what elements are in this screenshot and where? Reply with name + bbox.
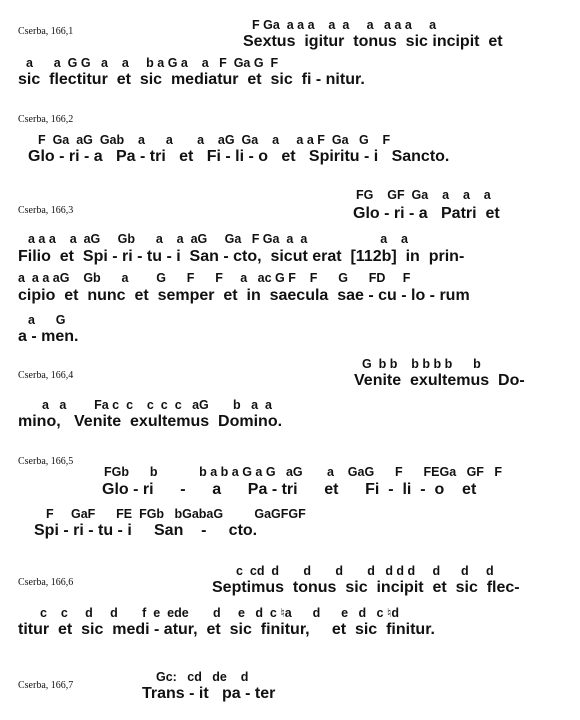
neume-line: F GaF FE FGb bGabaG GaGFGF	[46, 507, 306, 521]
neume-line: F Ga a a a a a a a a a a	[252, 18, 437, 32]
chant-text-line: Septimus tonus sic incipit et sic flec-	[212, 579, 520, 596]
chant-text-line: titur et sic medi - atur, et sic finitur, et sic finitur.	[18, 621, 435, 638]
chant-text-line: sic flectitur et sic mediatur et sic fi - nitur.	[18, 71, 365, 88]
chant-text-line: Venite exultemus Do-	[354, 372, 525, 389]
neume-line: c cd d d d d d d d d d d	[236, 564, 494, 578]
chant-text-line: Glo - ri - a Pa - tri et Fi - li - o et Spiritu - i Sancto.	[28, 148, 450, 165]
neume-line: a a a aG Gb a G F F a ac G F F G FD F	[18, 271, 411, 285]
neume-line: a a Fa c c c c c aG b a a	[42, 398, 272, 412]
chant-text-line: Filio et Spi - ri - tu - i San - cto, sicut erat [112b] in prin-	[18, 248, 465, 265]
neume-line: Gc: cd de d	[156, 670, 249, 684]
entry-label: Cserba, 166,3	[18, 205, 74, 216]
entry-label: Cserba, 166,7	[18, 680, 74, 691]
neume-line: FG GF Ga a a a	[356, 188, 491, 202]
chant-text-line: Glo - ri - a Pa - tri et Fi - li - o et	[102, 481, 477, 498]
chant-text-line: Spi - ri - tu - i San - cto.	[34, 522, 258, 539]
entry-label: Cserba, 166,1	[18, 26, 74, 37]
chant-text-line: cipio et nunc et semper et in saecula sae - cu - lo - rum	[18, 287, 470, 304]
neume-line: a a a a aG Gb a a aG Ga F Ga a a a a	[28, 232, 409, 246]
neume-line: a a G G a a b a G a a F Ga G F	[26, 56, 279, 70]
entry-label: Cserba, 166,6	[18, 577, 74, 588]
chant-text-line: Trans - it pa - ter	[142, 685, 276, 702]
neume-line: FGb b b a b a G a G aG a GaG F FEGa GF F	[104, 465, 502, 479]
chant-text-line: Glo - ri - a Patri et	[353, 205, 500, 222]
entry-label: Cserba, 166,5	[18, 456, 74, 467]
entry-label: Cserba, 166,2	[18, 114, 74, 125]
neume-line: G b b b b b b b	[362, 357, 481, 371]
chant-text-line: a - men.	[18, 328, 79, 345]
neume-line: c c d d f e ede d e d c ♮a d e d c ♮d	[40, 606, 400, 620]
entry-label: Cserba, 166,4	[18, 370, 74, 381]
neume-line: a G	[28, 313, 66, 327]
chant-text-line: Sextus igitur tonus sic incipit et	[243, 33, 503, 50]
chant-text-line: mino, Venite exultemus Domino.	[18, 413, 283, 430]
neume-line: F Ga aG Gab a a a aG Ga a a a F Ga G F	[38, 133, 391, 147]
